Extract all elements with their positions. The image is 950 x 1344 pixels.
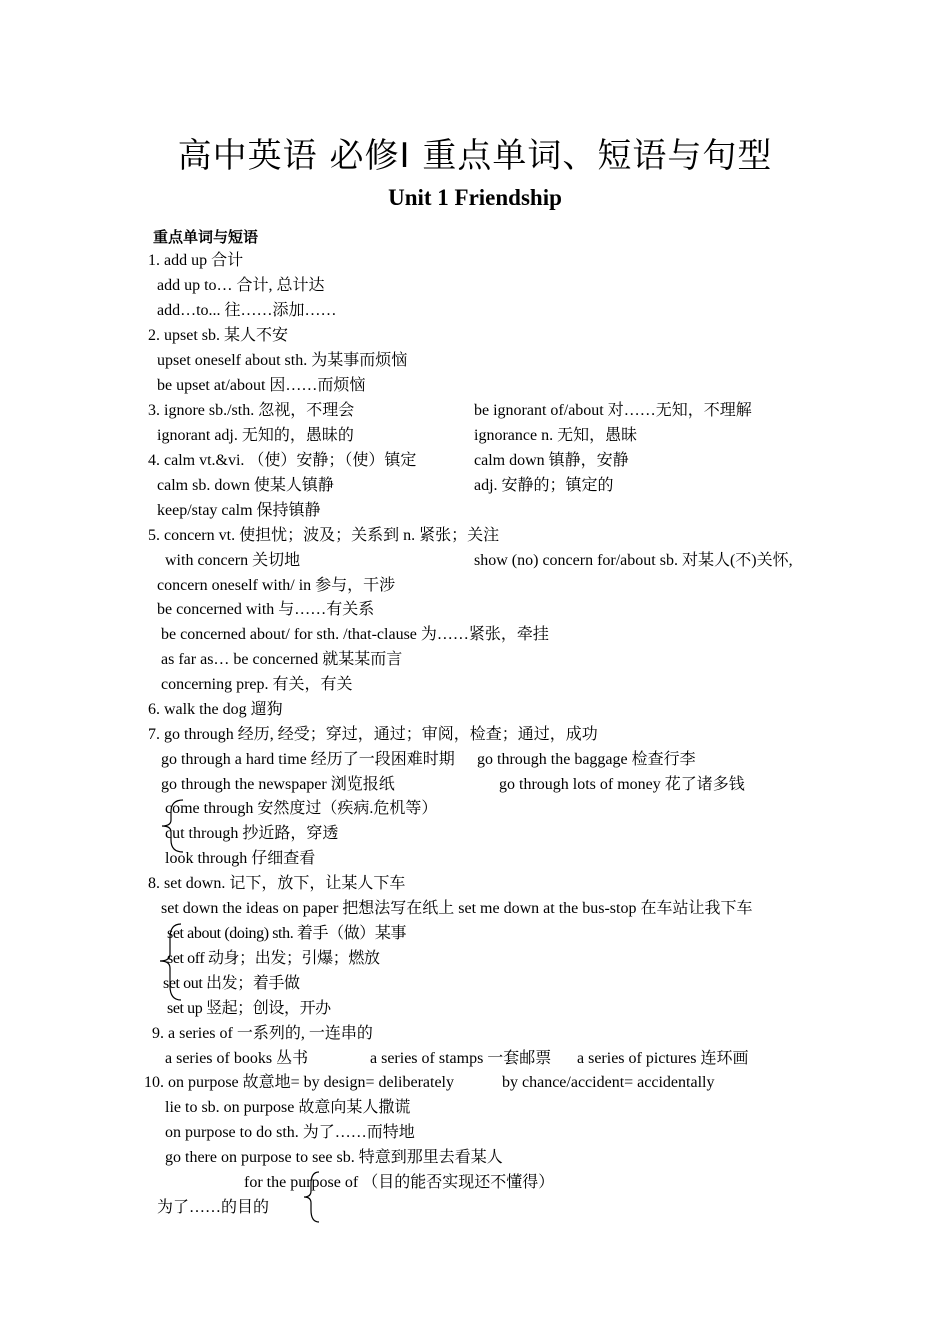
entry-line: 8. set down. 记下，放下，让某人下车: [148, 875, 406, 892]
entry-line: show (no) concern for/about sb. 对某人(不)关怀,: [474, 552, 793, 569]
entry-line: set down the ideas on paper 把想法写在纸上 set me down at the bus-stop 在车站让我下车: [161, 900, 753, 917]
entry-line: keep/stay calm 保持镇静: [157, 502, 321, 519]
entry-line: be upset at/about 因……而烦恼: [157, 377, 366, 394]
entry-line: 5. concern vt. 使担忧；波及；关系到 n. 紧张；关注: [148, 527, 500, 544]
entry-line: 10. on purpose 故意地= by design= deliberately: [144, 1074, 454, 1091]
entry-line: look through 仔细查看: [165, 850, 316, 867]
entry-line: go through the newspaper 浏览报纸: [161, 776, 395, 793]
entry-line: come through 安然度过（疾病.危机等）: [165, 800, 438, 817]
entry-line: set up 竖起；创设，开办: [167, 1000, 331, 1017]
entry-line: go through lots of money 花了诸多钱: [499, 776, 745, 793]
entry-line: be concerned about/ for sth. /that-clause 为……紧张，牵挂: [161, 626, 549, 643]
entry-line: by chance/accident= accidentally: [502, 1074, 715, 1091]
entry-line: 1. add up 合计: [148, 252, 244, 269]
entry-line: go there on purpose to see sb. 特意到那里去看某人: [165, 1149, 503, 1166]
entry-line: calm down 镇静，安静: [474, 452, 629, 469]
entry-line: 6. walk the dog 遛狗: [148, 701, 283, 718]
entry-line: for the purpose of （目的能否实现还不懂得）: [244, 1174, 555, 1191]
entry-line: calm sb. down 使某人镇静: [157, 477, 334, 494]
entry-line: a series of pictures 连环画: [577, 1050, 749, 1067]
entry-line: set off 动身；出发；引爆；燃放: [167, 950, 380, 967]
entry-line: go through a hard time 经历了一段困难时期: [161, 751, 455, 768]
page-title: 高中英语 必修Ⅰ 重点单词、短语与句型: [177, 136, 773, 176]
entry-line: add…to... 往……添加……: [157, 302, 337, 319]
entry-line: a series of stamps 一套邮票: [370, 1050, 552, 1067]
entry-line: set out 出发；着手做: [163, 975, 300, 992]
entry-line: 为了……的目的: [157, 1199, 270, 1216]
entry-line: add up to… 合计, 总计达: [157, 277, 325, 294]
entry-line: lie to sb. on purpose 故意向某人撒谎: [165, 1099, 411, 1116]
entry-line: upset oneself about sth. 为某事而烦恼: [157, 352, 408, 369]
entry-line: 3. ignore sb./sth. 忽视，不理会: [148, 402, 355, 419]
entry-line: 7. go through 经历, 经受；穿过，通过；审阅，检查；通过，成功: [148, 726, 598, 743]
entry-line: 9. a series of 一系列的, 一连串的: [152, 1025, 373, 1042]
entry-line: concern oneself with/ in 参与，干涉: [157, 577, 396, 594]
entry-line: ignorance n. 无知，愚昧: [474, 427, 638, 444]
entry-line: 4. calm vt.&vi. （使）安静；（使）镇定: [148, 452, 417, 469]
entry-line: 2. upset sb. 某人不安: [148, 327, 289, 344]
entry-line: cut through 抄近路，穿透: [165, 825, 339, 842]
entry-line: set about (doing) sth. 着手（做）某事: [167, 925, 407, 942]
entry-line: a series of books 丛书: [165, 1050, 309, 1067]
entry-line: concerning prep. 有关，有关: [161, 676, 353, 693]
entry-line: as far as… be concerned 就某某而言: [161, 651, 403, 668]
section-heading: 重点单词与短语: [153, 228, 259, 246]
entry-line: ignorant adj. 无知的，愚昧的: [157, 427, 354, 444]
entry-line: be concerned with 与……有关系: [157, 601, 375, 618]
entry-line: go through the baggage 检查行李: [477, 751, 696, 768]
unit-title: Unit 1 Friendship: [388, 185, 562, 210]
entry-line: be ignorant of/about 对……无知，不理解: [474, 402, 752, 419]
entry-line: with concern 关切地: [165, 552, 301, 569]
entry-line: on purpose to do sth. 为了……而特地: [165, 1124, 415, 1141]
entry-line: adj. 安静的；镇定的: [474, 477, 614, 494]
